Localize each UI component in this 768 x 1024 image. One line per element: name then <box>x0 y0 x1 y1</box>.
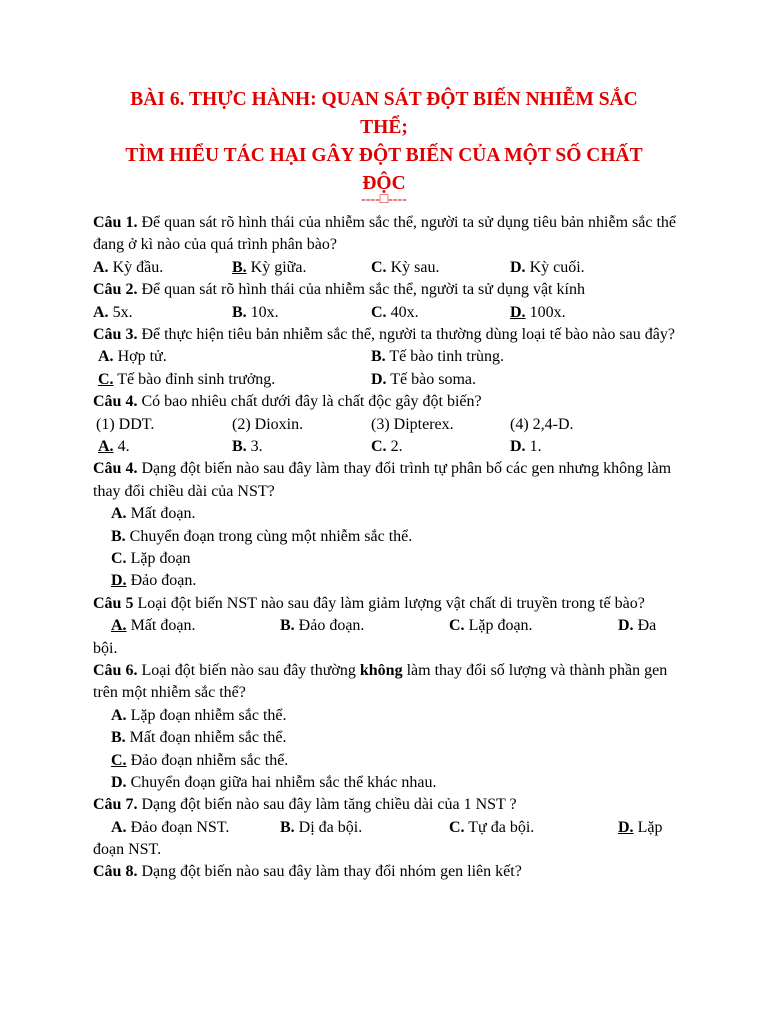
question-8 <box>93 861 677 883</box>
q6-option-d: Chuyển đoạn giữa hai nhiễm sắc thể khác nhau. <box>130 773 437 791</box>
q6-option-d-row <box>93 772 677 794</box>
question-5-options <box>93 615 677 637</box>
question-4a-items <box>93 414 677 436</box>
q4a-option-b: 3. <box>250 437 263 455</box>
title-line-2: THỂ; <box>360 117 408 138</box>
q4a-item-1: (1) DDT. <box>96 415 155 433</box>
q6-option-c: Đảo đoạn nhiễm sắc thể. <box>130 751 289 769</box>
question-4a-label: Câu 4. <box>93 393 138 411</box>
question-3 <box>93 324 677 346</box>
q4a-option-b-letter: B. <box>232 437 247 455</box>
q1-option-b-letter: B. <box>232 258 247 276</box>
question-5 <box>93 593 677 615</box>
q6-option-d-letter: D. <box>111 773 127 791</box>
q4a-option-a-letter: A. <box>98 437 114 455</box>
q5-option-d: Đa <box>637 617 657 635</box>
question-3-options-row-2 <box>93 369 677 391</box>
q5-option-a: Mất đoạn. <box>130 617 196 635</box>
question-2-label: Câu 2. <box>93 281 138 299</box>
question-2-text: Để quan sát rõ hình thái của nhiễm sắc thể, người ta sử dụng vật kính <box>141 281 585 299</box>
q4b-option-c-row <box>93 548 677 570</box>
q3-option-c: Tế bào đỉnh sinh trưởng. <box>117 370 276 388</box>
q1-option-b: Kỳ giữa. <box>250 258 307 276</box>
q6-option-b-row <box>93 727 677 749</box>
q4b-option-a-letter: A. <box>111 505 127 523</box>
title-line-4: ĐỘC <box>362 173 406 194</box>
question-4b-text: Dạng đột biến nào sau đây làm thay đổi trình tự phân bố các gen nhưng không làm thay đổi chiều dài của NST? <box>93 460 672 500</box>
q6-option-c-letter: C. <box>111 751 127 769</box>
q4a-item-3: (3) Dipterex. <box>371 415 454 433</box>
q2-option-b: 10x. <box>250 303 279 321</box>
q4b-option-b-row <box>93 526 677 548</box>
q7-option-c-letter: C. <box>449 818 465 836</box>
q6-option-b-letter: B. <box>111 729 126 747</box>
question-2-options <box>93 302 677 324</box>
q1-option-a: Kỳ đầu. <box>112 258 164 276</box>
q5-option-d-wrap: bội. <box>93 639 118 657</box>
q5-option-b: Đảo đoạn. <box>298 617 365 635</box>
q5-option-a-letter: A. <box>111 617 127 635</box>
q7-option-b: Dị đa bội. <box>298 818 363 836</box>
q4a-item-2: (2) Dioxin. <box>232 415 304 433</box>
q2-option-c: 40x. <box>390 303 419 321</box>
q5-option-d-letter: D. <box>618 617 634 635</box>
q2-option-a-letter: A. <box>93 303 109 321</box>
q3-option-c-letter: C. <box>98 370 114 388</box>
q3-option-b-letter: B. <box>371 348 386 366</box>
q4a-option-c-letter: C. <box>371 437 387 455</box>
question-6-text-bold: không <box>359 661 403 679</box>
q1-option-c: Kỳ sau. <box>390 258 440 276</box>
q3-option-b: Tế bào tinh trùng. <box>389 348 505 366</box>
q2-option-b-letter: B. <box>232 303 247 321</box>
q6-option-c-row <box>93 750 677 772</box>
q3-option-d: Tế bào soma. <box>390 370 477 388</box>
q6-option-a: Lặp đoạn nhiễm sắc thể. <box>130 706 287 724</box>
q6-option-a-letter: A. <box>111 706 127 724</box>
q4a-item-4: (4) 2,4-D. <box>510 415 574 433</box>
q6-option-b: Mất đoạn nhiễm sắc thể. <box>129 729 287 747</box>
question-6-text-before: Loại đột biến nào sau đây thường <box>141 661 356 679</box>
question-4a <box>93 391 677 413</box>
question-2 <box>93 279 677 301</box>
q4b-option-d-row <box>93 570 677 592</box>
q3-option-a-letter: A. <box>98 348 114 366</box>
q2-option-a: 5x. <box>112 303 133 321</box>
title-separator: ----□---- <box>361 192 407 207</box>
q5-option-c: Lặp đoạn. <box>468 617 533 635</box>
q2-option-d-letter: D. <box>510 303 526 321</box>
q4a-option-c: 2. <box>390 437 403 455</box>
q1-option-c-letter: C. <box>371 258 387 276</box>
question-4a-options <box>93 436 677 458</box>
q4a-option-d-letter: D. <box>510 437 526 455</box>
q4b-option-a-row <box>93 503 677 525</box>
q7-option-d-letter: D. <box>618 818 634 836</box>
q4b-option-a: Mất đoạn. <box>130 505 196 523</box>
question-1-options <box>93 257 677 279</box>
q7-option-a: Đảo đoạn NST. <box>130 818 230 836</box>
question-4b <box>93 458 677 503</box>
q4b-option-b: Chuyển đoạn trong cùng một nhiễm sắc thể. <box>129 527 413 545</box>
q7-option-b-letter: B. <box>280 818 295 836</box>
q2-option-d: 100x. <box>529 303 566 321</box>
q7-option-c: Tự đa bội. <box>468 818 535 836</box>
question-4a-text: Có bao nhiêu chất dưới đây là chất độc gây đột biến? <box>141 393 482 411</box>
question-7 <box>93 794 677 816</box>
question-7-options <box>93 817 677 839</box>
q5-option-c-letter: C. <box>449 617 465 635</box>
q4b-option-b-letter: B. <box>111 527 126 545</box>
q3-option-a: Hợp tử. <box>117 348 167 366</box>
title-line-3: TÌM HIỂU TÁC HẠI GÂY ĐỘT BIẾN CỦA MỘT SỐ CHẤT <box>125 145 643 166</box>
q1-option-d-letter: D. <box>510 258 526 276</box>
question-1-label: Câu 1. <box>93 214 138 231</box>
q7-option-d-wrap: đoạn NST. <box>93 841 162 859</box>
question-3-options-row-1 <box>93 346 677 368</box>
q5-option-b-letter: B. <box>280 617 295 635</box>
q7-option-a-letter: A. <box>111 818 127 836</box>
q1-option-a-letter: A. <box>93 258 109 276</box>
question-1-text: Để quan sát rõ hình thái của nhiễm sắc thể, người ta sử dụng tiêu bản nhiễm sắc thể đang ở kì nào của quá trình phân bào? <box>93 214 677 254</box>
q4a-option-a: 4. <box>117 437 130 455</box>
q4b-option-c: Lặp đoạn <box>130 549 191 567</box>
question-7-label: Câu 7. <box>93 796 138 814</box>
q4b-option-d-letter: D. <box>111 572 127 590</box>
lesson-title <box>100 86 668 198</box>
question-6-label: Câu 6. <box>93 661 138 679</box>
question-3-label: Câu 3. <box>93 325 138 343</box>
q3-option-d-letter: D. <box>371 370 387 388</box>
question-list <box>93 212 677 884</box>
q6-option-a-row <box>93 705 677 727</box>
question-8-text: Dạng đột biến nào sau đây làm thay đổi nhóm gen liên kết? <box>141 863 522 881</box>
q4a-option-d: 1. <box>529 437 542 455</box>
q1-option-d: Kỳ cuối. <box>529 258 585 276</box>
question-4b-label: Câu 4. <box>93 460 138 478</box>
question-6 <box>93 660 677 705</box>
q7-option-d: Lặp <box>637 818 663 836</box>
question-1 <box>93 212 677 257</box>
question-3-text: Để thực hiện tiêu bản nhiễm sắc thể, người ta thường dùng loại tế bào nào sau đây? <box>141 325 675 343</box>
question-7-text: Dạng đột biến nào sau đây làm tăng chiều dài của 1 NST ? <box>141 796 517 814</box>
q4b-option-d: Đảo đoạn. <box>130 572 197 590</box>
question-8-label: Câu 8. <box>93 863 138 881</box>
question-5-label: Câu 5 <box>93 594 134 612</box>
question-5-text: Loại đột biến NST nào sau đây làm giảm lượng vật chất di truyền trong tế bào? <box>137 594 645 612</box>
q4b-option-c-letter: C. <box>111 549 127 567</box>
q2-option-c-letter: C. <box>371 303 387 321</box>
title-line-1: BÀI 6. THỰC HÀNH: QUAN SÁT ĐỘT BIẾN NHIỄM SẮC <box>130 89 638 110</box>
question-6-text-after: làm thay đổi số lượng và thành phần gen trên một nhiễm sắc thể? <box>93 661 668 702</box>
